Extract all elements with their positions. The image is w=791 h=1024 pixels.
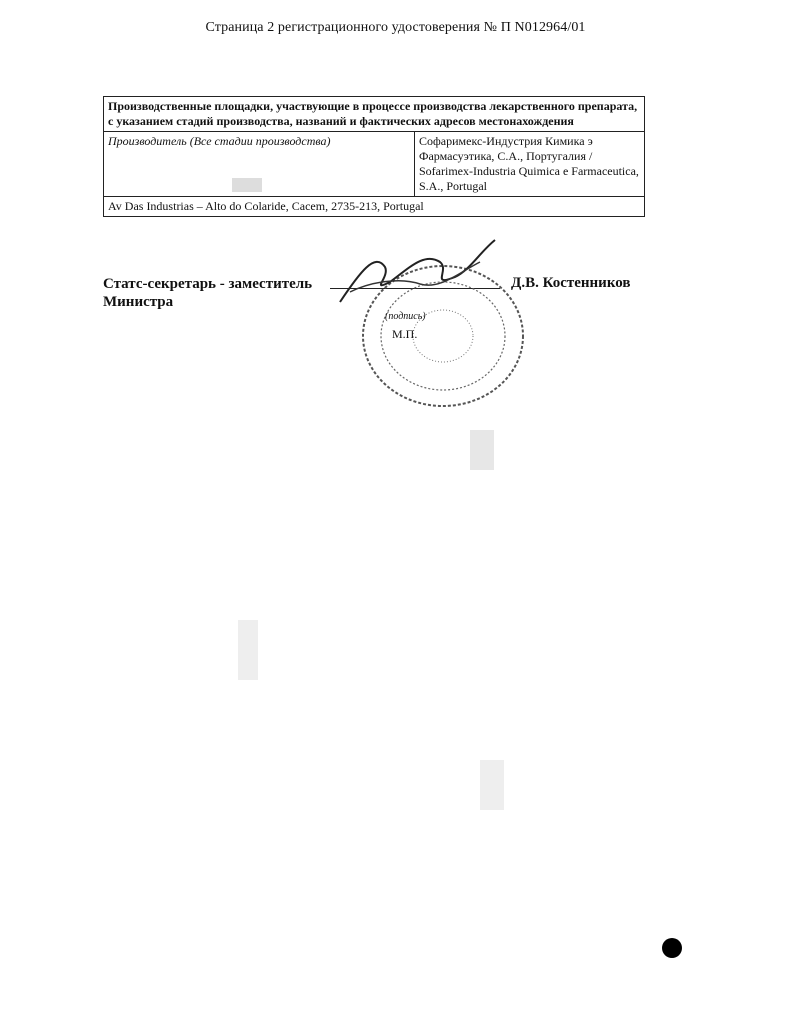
signer-name: Д.В. Костенников bbox=[511, 275, 631, 291]
scan-noise bbox=[470, 430, 494, 470]
table-row bbox=[104, 132, 645, 197]
manufacturer-name-en: Sofarimex-Industria Quimica e Farmaceutica, S.A., Portugal bbox=[419, 164, 639, 193]
signer-position-line2: Министра bbox=[103, 294, 174, 310]
manufacturer-name-ru: Софаримекс-Индустрия Кимика э Фармасуэтика, С.А., Португалия / bbox=[419, 134, 593, 163]
manufacturer-role: Производитель (Все стадии производства) bbox=[104, 132, 415, 197]
production-sites-table bbox=[103, 96, 645, 217]
scan-noise bbox=[480, 760, 504, 810]
signature-caption: (подпись) bbox=[385, 311, 426, 322]
table-title: Производственные площадки, участвующие в процессе производства лекарственного препарата, с указанием стадий производства, названий и фактических адресов местонахождения bbox=[104, 97, 645, 132]
page-header: Страница 2 регистрационного удостоверения № П N012964/01 bbox=[205, 20, 586, 35]
corner-mark bbox=[662, 938, 682, 958]
scan-noise bbox=[232, 178, 262, 192]
table-row bbox=[104, 197, 645, 217]
stamp-caption: М.П. bbox=[392, 327, 418, 341]
signer-position-line1: Статс-секретарь - заместитель bbox=[103, 276, 313, 292]
signer-position bbox=[103, 275, 323, 311]
manufacturer-name-cell bbox=[415, 132, 645, 197]
manufacturer-address: Av Das Industrias – Alto do Colaride, Cacem, 2735-213, Portugal bbox=[104, 197, 645, 217]
table-row bbox=[104, 97, 645, 132]
scan-noise bbox=[238, 620, 258, 680]
